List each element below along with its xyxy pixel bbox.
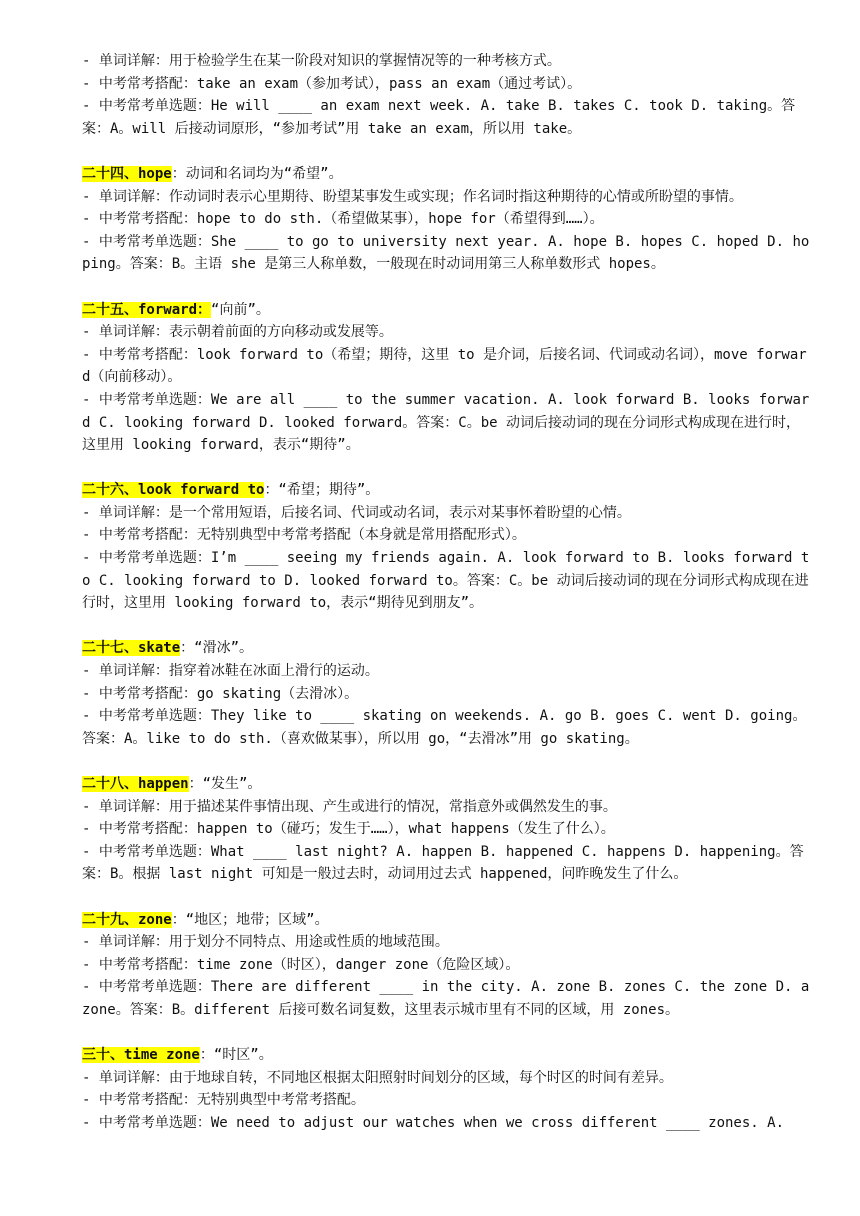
word-detail-line: - 单词详解：指穿着冰鞋在冰面上滑行的运动。 [82, 663, 379, 680]
question-line: - 中考常考单选题：There are different ____ in the city. A. zone B. zones C. the zone D. a zone。答案：B。different 后接可数名词复数，这里表示城市里有不同的区域，用 zones。 [82, 979, 810, 1018]
entry-heading: 二十八、happen [82, 776, 189, 792]
word-detail-line: - 单词详解：由于地球自转，不同地区根据太阳照射时间划分的区域，每个时区的时间有差异。 [82, 1069, 673, 1086]
entry-heading-line [82, 637, 812, 660]
entry-meaning: ：“地区；地带；区域”。 [171, 911, 329, 928]
entry-heading-line [82, 773, 812, 796]
entry-29 [82, 909, 812, 1022]
intro-section [82, 50, 812, 140]
entry-heading-line [82, 299, 812, 322]
word-detail-line: - 单词详解：用于检验学生在某一阶段对知识的掌握情况等的一种考核方式。 [82, 53, 561, 69]
entry-heading: 三十、time zone [82, 1047, 200, 1064]
collocation-line: - 中考常考搭配：无特别典型中考常考搭配（本身就是常用搭配形式）。 [82, 527, 526, 544]
word-detail-line: - 单词详解：表示朝着前面的方向移动或发展等。 [82, 324, 393, 341]
entry-27 [82, 637, 812, 750]
question-line: - 中考常考单选题：He will ____ an exam next week. A. take B. takes C. took D. taking。答案：A。will 后接动词原形，“参加考试”用 take an exam，所以用 take。 [82, 98, 796, 137]
entry-heading: 二十四、hope [82, 165, 172, 182]
entry-meaning: “向前”。 [211, 301, 270, 318]
question-line: - 中考常考单选题：We need to adjust our watches when we cross different ____ zones. A. [82, 1114, 785, 1131]
collocation-line: - 中考常考搭配：happen to（碰巧；发生于……），what happens（发生了什么）。 [82, 821, 615, 838]
entry-meaning: ：“发生”。 [188, 776, 262, 792]
collocation-line: - 中考常考搭配：hope to do sth.（希望做某事），hope for（希望得到……）。 [82, 211, 604, 228]
entry-meaning: ：动词和名词均为“希望”。 [171, 165, 343, 182]
entry-meaning: ：“滑冰”。 [180, 640, 254, 657]
question-line: - 中考常考单选题：What ____ last night? A. happen B. happened C. happens D. happening。答案：B。根据 last night 可知是一般过去时，动词用过去式 happened，问昨晚发生了什么。 [82, 843, 804, 883]
collocation-line: - 中考常考搭配：take an exam（参加考试），pass an exam（通过考试）。 [82, 75, 582, 92]
collocation-line: - 中考常考搭配：look forward to（希望；期待，这里 to 是介词，后接名词、代词或动名词），move forward（向前移动）。 [82, 346, 807, 386]
entry-24 [82, 163, 812, 276]
entry-heading-line [82, 163, 812, 186]
word-detail-line: - 单词详解：作动词时表示心里期待、盼望某事发生或实现；作名词时指这种期待的心情或所盼望的事情。 [82, 188, 743, 205]
question-line: - 中考常考单选题：She ____ to go to university next year. A. hope B. hopes C. hoped D. hoping。答案：B。主语 she 是第三人称单数，一般现在时动词用第三人称单数形式 hopes。 [82, 233, 810, 273]
collocation-line: - 中考常考搭配：go skating（去滑冰）。 [82, 685, 359, 702]
word-detail-line: - 单词详解：是一个常用短语，后接名词、代词或动名词，表示对某事怀着盼望的心情。 [82, 504, 631, 521]
entry-meaning: ：“希望；期待”。 [264, 482, 380, 499]
question-line: - 中考常考单选题：I’m ____ seeing my friends again. A. look forward to B. looks forward to C. looking forward to D. looked forward to。答案：C。be 动词后接动词的现在分词形式构成现在进行时，这里用 looking forward to，表示“期待见到朋友”。 [82, 550, 810, 612]
entry-heading: 二十六、look forward to [82, 482, 265, 499]
entry-26 [82, 479, 812, 615]
question-line: - 中考常考单选题：We are all ____ to the summer vacation. A. look forward B. looks forward C. looking forward D. looked forward。答案：C。be 动词后接动词的现在分词形式构成现在进行时，这里用 looking forward，表示“期待”。 [82, 391, 810, 454]
entry-25 [82, 299, 812, 457]
document-page [82, 50, 812, 1135]
entry-heading-line [82, 909, 812, 932]
entry-meaning: ：“时区”。 [199, 1047, 273, 1064]
question-line: - 中考常考单选题：They like to ____ skating on weekends. A. go B. goes C. went D. going。答案：A。like to do sth.（喜欢做某事），所以用 go，“去滑冰”用 go skating。 [82, 708, 807, 747]
entry-30 [82, 1044, 812, 1134]
entry-heading: 二十五、forward： [82, 301, 212, 318]
entry-heading: 二十九、zone [82, 911, 172, 928]
collocation-line: - 中考常考搭配：无特别典型中考常考搭配。 [82, 1092, 365, 1109]
entry-28 [82, 773, 812, 886]
entry-heading-line [82, 479, 812, 502]
word-detail-line: - 单词详解：用于描述某件事情出现、产生或进行的情况，常指意外或偶然发生的事。 [82, 798, 617, 815]
entry-heading: 二十七、skate [82, 640, 181, 657]
collocation-line: - 中考常考搭配：time zone（时区），danger zone（危险区域）。 [82, 956, 520, 973]
entry-heading-line [82, 1044, 812, 1067]
word-detail-line: - 单词详解：用于划分不同特点、用途或性质的地域范围。 [82, 934, 449, 951]
